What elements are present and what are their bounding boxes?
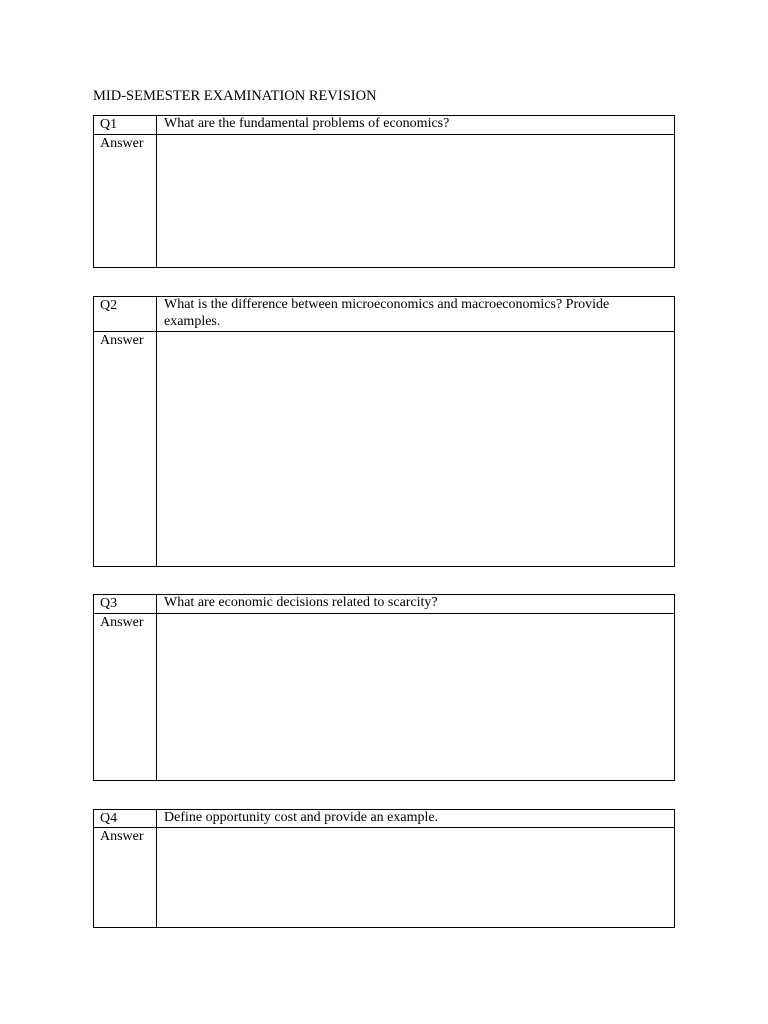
question-row <box>94 116 674 135</box>
question-number: Q4 <box>94 810 157 827</box>
answer-label: Answer <box>94 614 157 780</box>
answer-field[interactable] <box>157 332 674 566</box>
answer-row <box>94 332 674 566</box>
question-number: Q2 <box>94 297 157 331</box>
answer-row <box>94 135 674 267</box>
page-title: MID-SEMESTER EXAMINATION REVISION <box>93 88 377 104</box>
question-number: Q1 <box>94 116 157 134</box>
question-text: What are the fundamental problems of economics? <box>164 116 450 131</box>
question-row <box>94 297 674 332</box>
answer-label: Answer <box>94 828 157 927</box>
question-row <box>94 595 674 614</box>
question-table <box>93 594 675 781</box>
answer-field[interactable] <box>157 614 674 780</box>
question-row <box>94 810 674 828</box>
question-text: Define opportunity cost and provide an example. <box>164 810 439 825</box>
answer-row <box>94 828 674 927</box>
answer-label: Answer <box>94 332 157 566</box>
answer-label: Answer <box>94 135 157 267</box>
question-text: What are economic decisions related to scarcity? <box>164 595 438 610</box>
question-table <box>93 115 675 268</box>
answer-field[interactable] <box>157 135 674 267</box>
question-number: Q3 <box>94 595 157 613</box>
question-text: What is the difference between microeconomics and macroeconomics? Provide examples. <box>164 297 610 329</box>
answer-field[interactable] <box>157 828 674 927</box>
answer-row <box>94 614 674 780</box>
question-table <box>93 809 675 928</box>
question-table <box>93 296 675 567</box>
